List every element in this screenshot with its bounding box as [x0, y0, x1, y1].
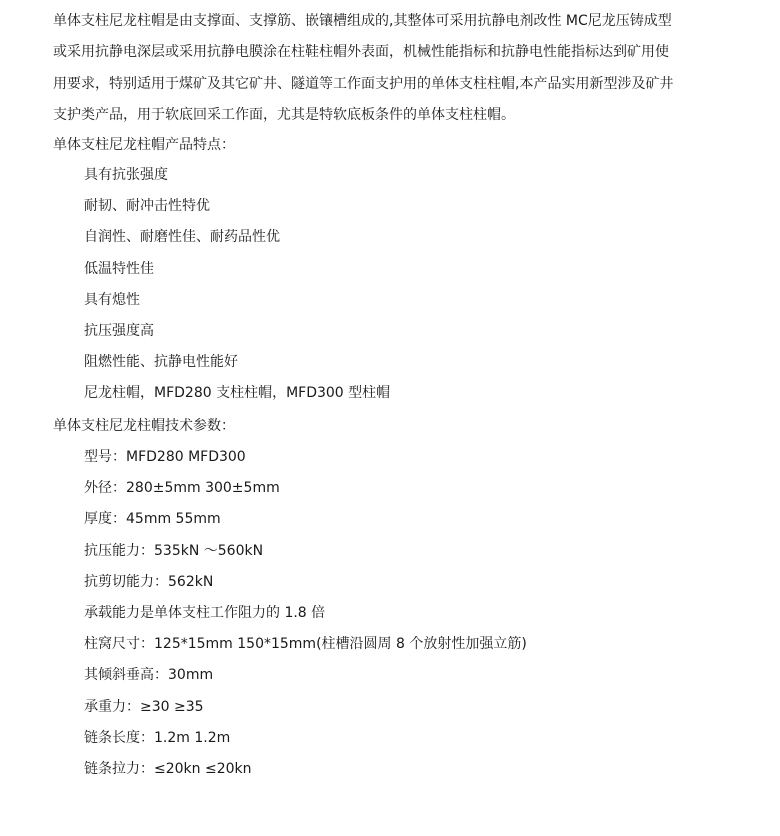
features-list [84, 165, 390, 415]
param-item: 型号：MFD280 MFD300 [84, 449, 246, 465]
param-item: 抗剪切能力：562kN [84, 573, 214, 590]
intro-line: 用要求，特别适用于煤矿及其它矿井、隧道等工作面支护用的单体支柱柱帽,本产品实用新型涉及矿井 [53, 75, 674, 92]
feature-item: 尼龙柱帽，MFD280 支柱柱帽，MFD300 型柱帽 [84, 385, 391, 402]
params-list [84, 447, 527, 790]
feature-item: 低温特性佳 [84, 260, 154, 277]
param-item: 厚度：45mm 55mm [84, 511, 221, 528]
params-heading: 单体支柱尼龙柱帽技术参数： [53, 418, 235, 434]
feature-item: 具有熄性 [84, 291, 140, 308]
param-item: 外径：280±5mm 300±5mm [84, 480, 280, 497]
intro-line: 支护类产品，用于软底回采工作面，尤其是特软底板条件的单体支柱柱帽。 [53, 106, 515, 123]
feature-item: 自润性、耐磨性佳、耐药品性优 [84, 229, 280, 246]
param-item: 链条拉力：≤20kn ≤20kn [84, 760, 252, 777]
param-item: 链条长度：1.2m 1.2m [84, 729, 231, 746]
feature-item: 具有抗张强度 [84, 167, 168, 183]
param-item: 柱窝尺寸：125*15mm 150*15mm(柱槽沿圆周 8 个放射性加强立筋) [84, 636, 527, 653]
feature-item: 抗压强度高 [84, 322, 154, 339]
param-item: 承重力：≥30 ≥35 [84, 698, 204, 715]
features-heading: 单体支柱尼龙柱帽产品特点： [53, 137, 235, 153]
intro-line: 单体支柱尼龙柱帽是由支撑面、支撑筋、嵌镶槽组成的,其整体可采用抗静电剂改性 MC尼龙压铸成型 [53, 13, 672, 29]
intro-paragraph [53, 6, 733, 131]
param-item: 其倾斜垂高：30mm [84, 667, 214, 684]
param-item: 承载能力是单体支柱工作阻力的 1.8 倍 [84, 604, 326, 621]
feature-item: 阻燃性能、抗静电性能好 [84, 354, 238, 371]
intro-line: 或采用抗静电深层或采用抗静电膜涂在柱鞋柱帽外表面，机械性能指标和抗静电性能指标达到矿用使 [53, 44, 669, 61]
feature-item: 耐韧、耐冲击性特优 [84, 198, 210, 215]
param-item: 抗压能力：535kN ～560kN [84, 542, 264, 559]
